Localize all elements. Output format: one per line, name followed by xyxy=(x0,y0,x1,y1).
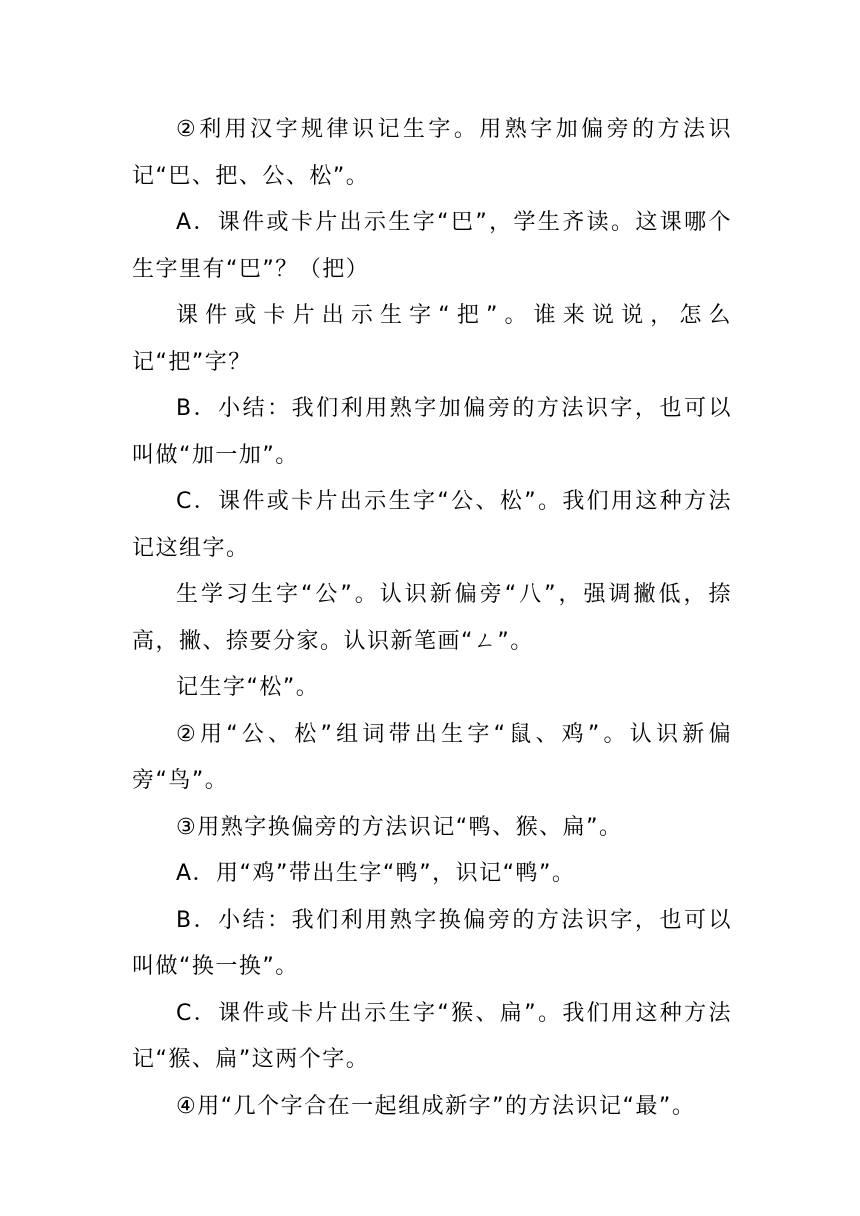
paragraph-1: ②利用汉字规律识记生字。用熟字加偏旁的方法识记“巴、把、公、松”。 xyxy=(132,117,732,189)
paragraph-13: ④用“几个字合在一起组成新字”的方法识记“最”。 xyxy=(176,1093,696,1119)
paragraph-8: ②用“公、松”组词带出生字“鼠、鸡”。认识新偏旁“鸟”。 xyxy=(132,721,732,793)
paragraph-5: C．课件或卡片出示生字“公、松”。我们用这种方法记这组字。 xyxy=(132,489,732,561)
paragraph-6: 生学习生字“公”。认识新偏旁“八”，强调撇低，捺高，撇、捺要分家。认识新笔画“ㄥ”。 xyxy=(132,582,732,654)
paragraph-11: B．小结：我们利用熟字换偏旁的方法识字，也可以叫做“换一换”。 xyxy=(132,907,732,979)
paragraph-2: A．课件或卡片出示生字“巴”，学生齐读。这课哪个生字里有“巴”？（把） xyxy=(132,210,732,282)
paragraph-4: B．小结：我们利用熟字加偏旁的方法识字，也可以叫做“加一加”。 xyxy=(132,396,732,468)
paragraph-10: A．用“鸡”带出生字“鸭”，识记“鸭”。 xyxy=(176,861,576,886)
document-body xyxy=(132,107,732,1130)
paragraph-7: 记生字“松”。 xyxy=(176,675,320,700)
paragraph-12: C．课件或卡片出示生字“猴、扁”。我们用这种方法记“猴、扁”这两个字。 xyxy=(132,1000,732,1072)
paragraph-9: ③用熟字换偏旁的方法识记“鸭、猴、扁”。 xyxy=(176,814,623,840)
paragraph-3: 课件或卡片出示生字“把”。谁来说说，怎么记“把”字？ xyxy=(132,303,732,375)
